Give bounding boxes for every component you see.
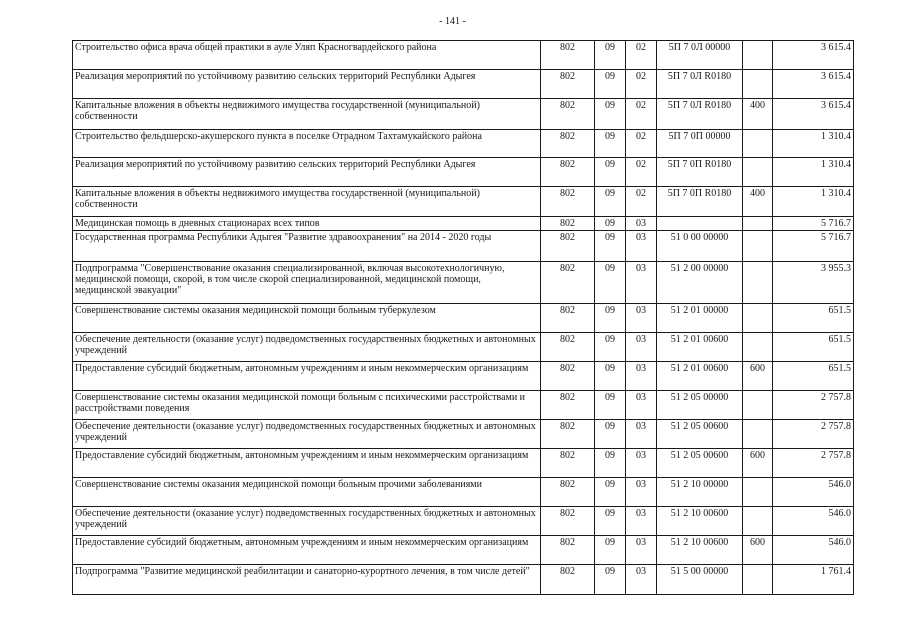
- expense-type-code: [743, 41, 773, 70]
- item-name: Государственная программа Республики Адыгея "Развитие здравоохранения" на 2014 - 2020 годы: [73, 231, 541, 262]
- subsection-code: 03: [626, 362, 657, 391]
- item-name: Совершенствование системы оказания медицинской помощи больным прочими заболеваниями: [73, 478, 541, 507]
- subsection-code: 03: [626, 478, 657, 507]
- expense-type-code: [743, 130, 773, 158]
- target-article-code: 51 2 00 00000: [657, 262, 743, 304]
- section-code: 09: [595, 304, 626, 333]
- target-article-code: 5П 7 0П R0180: [657, 187, 743, 217]
- budget-table: [72, 40, 854, 595]
- table-row: [73, 420, 854, 449]
- subsection-code: 03: [626, 304, 657, 333]
- section-code: 09: [595, 187, 626, 217]
- section-code: 09: [595, 362, 626, 391]
- page-number: - 141 -: [439, 16, 466, 27]
- amount: 2 757.8: [773, 420, 854, 449]
- subsection-code: 03: [626, 507, 657, 536]
- table-row: [73, 449, 854, 478]
- expense-type-code: [743, 217, 773, 231]
- item-name: Реализация мероприятий по устойчивому развитию сельских территорий Республики Адыгея: [73, 70, 541, 99]
- item-name: Строительство фельдшерско-акушерского пункта в поселке Отрадном Тахтамукайского района: [73, 130, 541, 158]
- table-row: [73, 478, 854, 507]
- amount: 5 716.7: [773, 217, 854, 231]
- item-name: Подпрограмма "Совершенствование оказания специализированной, включая высокотехнологичную, медицинской помощи, скорой, в том числе скорой специализированной, медицинской помощи, медицинской эвакуации": [73, 262, 541, 304]
- item-name: Медицинская помощь в дневных стационарах всех типов: [73, 217, 541, 231]
- department-code: 802: [541, 41, 595, 70]
- expense-type-code: [743, 507, 773, 536]
- department-code: 802: [541, 565, 595, 595]
- section-code: 09: [595, 99, 626, 130]
- expense-type-code: [743, 304, 773, 333]
- section-code: 09: [595, 478, 626, 507]
- amount: 546.0: [773, 536, 854, 565]
- expense-type-code: [743, 391, 773, 420]
- item-name: Капитальные вложения в объекты недвижимого имущества государственной (муниципальной) собственности: [73, 99, 541, 130]
- target-article-code: 51 2 10 00600: [657, 536, 743, 565]
- section-code: 09: [595, 130, 626, 158]
- target-article-code: 51 2 05 00600: [657, 420, 743, 449]
- target-article-code: 5П 7 0Л R0180: [657, 99, 743, 130]
- item-name: Предоставление субсидий бюджетным, автономным учреждениям и иным некоммерческим организациям: [73, 536, 541, 565]
- amount: 651.5: [773, 304, 854, 333]
- target-article-code: 51 5 00 00000: [657, 565, 743, 595]
- subsection-code: 02: [626, 130, 657, 158]
- section-code: 09: [595, 333, 626, 362]
- department-code: 802: [541, 536, 595, 565]
- department-code: 802: [541, 391, 595, 420]
- section-code: 09: [595, 449, 626, 478]
- target-article-code: 51 2 01 00600: [657, 362, 743, 391]
- department-code: 802: [541, 478, 595, 507]
- section-code: 09: [595, 217, 626, 231]
- subsection-code: 03: [626, 536, 657, 565]
- expense-type-code: 400: [743, 187, 773, 217]
- expense-type-code: [743, 262, 773, 304]
- subsection-code: 03: [626, 449, 657, 478]
- expense-type-code: [743, 478, 773, 507]
- table-row: [73, 262, 854, 304]
- target-article-code: 51 2 01 00000: [657, 304, 743, 333]
- table-row: [73, 217, 854, 231]
- table-row: [73, 187, 854, 217]
- department-code: 802: [541, 362, 595, 391]
- target-article-code: 5П 7 0Л R0180: [657, 70, 743, 99]
- item-name: Предоставление субсидий бюджетным, автономным учреждениям и иным некоммерческим организациям: [73, 449, 541, 478]
- target-article-code: 51 2 05 00000: [657, 391, 743, 420]
- subsection-code: 03: [626, 231, 657, 262]
- department-code: 802: [541, 99, 595, 130]
- table-row: [73, 231, 854, 262]
- expense-type-code: 600: [743, 362, 773, 391]
- amount: 651.5: [773, 333, 854, 362]
- subsection-code: 02: [626, 158, 657, 187]
- table-row: [73, 41, 854, 70]
- amount: 651.5: [773, 362, 854, 391]
- amount: 3 615.4: [773, 41, 854, 70]
- item-name: Строительство офиса врача общей практики в ауле Уляп Красногвардейского района: [73, 41, 541, 70]
- subsection-code: 03: [626, 391, 657, 420]
- department-code: 802: [541, 130, 595, 158]
- amount: 3 615.4: [773, 99, 854, 130]
- subsection-code: 02: [626, 99, 657, 130]
- amount: 2 757.8: [773, 391, 854, 420]
- expense-type-code: [743, 158, 773, 187]
- expense-type-code: [743, 333, 773, 362]
- expense-type-code: [743, 70, 773, 99]
- target-article-code: 51 2 01 00600: [657, 333, 743, 362]
- table-row: [73, 536, 854, 565]
- subsection-code: 02: [626, 41, 657, 70]
- amount: 3 615.4: [773, 70, 854, 99]
- table-row: [73, 130, 854, 158]
- table-row: [73, 391, 854, 420]
- target-article-code: 51 2 10 00600: [657, 507, 743, 536]
- subsection-code: 03: [626, 333, 657, 362]
- target-article-code: [657, 217, 743, 231]
- department-code: 802: [541, 420, 595, 449]
- table-row: [73, 507, 854, 536]
- expense-type-code: 600: [743, 449, 773, 478]
- target-article-code: 5П 7 0Л 00000: [657, 41, 743, 70]
- department-code: 802: [541, 507, 595, 536]
- table-row: [73, 304, 854, 333]
- section-code: 09: [595, 41, 626, 70]
- subsection-code: 03: [626, 420, 657, 449]
- expense-type-code: [743, 565, 773, 595]
- item-name: Обеспечение деятельности (оказание услуг) подведомственных государственных бюджетных и автономных учреждений: [73, 333, 541, 362]
- section-code: 09: [595, 231, 626, 262]
- item-name: Подпрограмма "Развитие медицинской реабилитации и санаторно-курортного лечения, в том числе детей": [73, 565, 541, 595]
- subsection-code: 03: [626, 217, 657, 231]
- table-row: [73, 333, 854, 362]
- amount: 2 757.8: [773, 449, 854, 478]
- expense-type-code: [743, 231, 773, 262]
- amount: 1 761.4: [773, 565, 854, 595]
- section-code: 09: [595, 70, 626, 99]
- section-code: 09: [595, 565, 626, 595]
- table-row: [73, 362, 854, 391]
- subsection-code: 02: [626, 187, 657, 217]
- section-code: 09: [595, 262, 626, 304]
- expense-type-code: 400: [743, 99, 773, 130]
- amount: 5 716.7: [773, 231, 854, 262]
- amount: 546.0: [773, 507, 854, 536]
- amount: 1 310.4: [773, 158, 854, 187]
- item-name: Обеспечение деятельности (оказание услуг) подведомственных государственных бюджетных и автономных учреждений: [73, 420, 541, 449]
- amount: 1 310.4: [773, 187, 854, 217]
- department-code: 802: [541, 231, 595, 262]
- subsection-code: 02: [626, 70, 657, 99]
- subsection-code: 03: [626, 262, 657, 304]
- section-code: 09: [595, 507, 626, 536]
- target-article-code: 5П 7 0П 00000: [657, 130, 743, 158]
- table-row: [73, 70, 854, 99]
- table-row: [73, 158, 854, 187]
- expense-type-code: 600: [743, 536, 773, 565]
- department-code: 802: [541, 158, 595, 187]
- section-code: 09: [595, 420, 626, 449]
- department-code: 802: [541, 333, 595, 362]
- item-name: Обеспечение деятельности (оказание услуг) подведомственных государственных бюджетных и автономных учреждений: [73, 507, 541, 536]
- item-name: Совершенствование системы оказания медицинской помощи больным с психическими расстройствами и расстройствами поведения: [73, 391, 541, 420]
- section-code: 09: [595, 158, 626, 187]
- amount: 1 310.4: [773, 130, 854, 158]
- table-row: [73, 565, 854, 595]
- target-article-code: 51 0 00 00000: [657, 231, 743, 262]
- department-code: 802: [541, 187, 595, 217]
- table-row: [73, 99, 854, 130]
- section-code: 09: [595, 536, 626, 565]
- department-code: 802: [541, 304, 595, 333]
- department-code: 802: [541, 70, 595, 99]
- target-article-code: 5П 7 0П R0180: [657, 158, 743, 187]
- expense-type-code: [743, 420, 773, 449]
- department-code: 802: [541, 217, 595, 231]
- item-name: Совершенствование системы оказания медицинской помощи больным туберкулезом: [73, 304, 541, 333]
- subsection-code: 03: [626, 565, 657, 595]
- item-name: Капитальные вложения в объекты недвижимого имущества государственной (муниципальной) собственности: [73, 187, 541, 217]
- amount: 546.0: [773, 478, 854, 507]
- target-article-code: 51 2 10 00000: [657, 478, 743, 507]
- item-name: Реализация мероприятий по устойчивому развитию сельских территорий Республики Адыгея: [73, 158, 541, 187]
- department-code: 802: [541, 449, 595, 478]
- department-code: 802: [541, 262, 595, 304]
- section-code: 09: [595, 391, 626, 420]
- target-article-code: 51 2 05 00600: [657, 449, 743, 478]
- item-name: Предоставление субсидий бюджетным, автономным учреждениям и иным некоммерческим организациям: [73, 362, 541, 391]
- amount: 3 955.3: [773, 262, 854, 304]
- budget-table-body: [73, 41, 854, 595]
